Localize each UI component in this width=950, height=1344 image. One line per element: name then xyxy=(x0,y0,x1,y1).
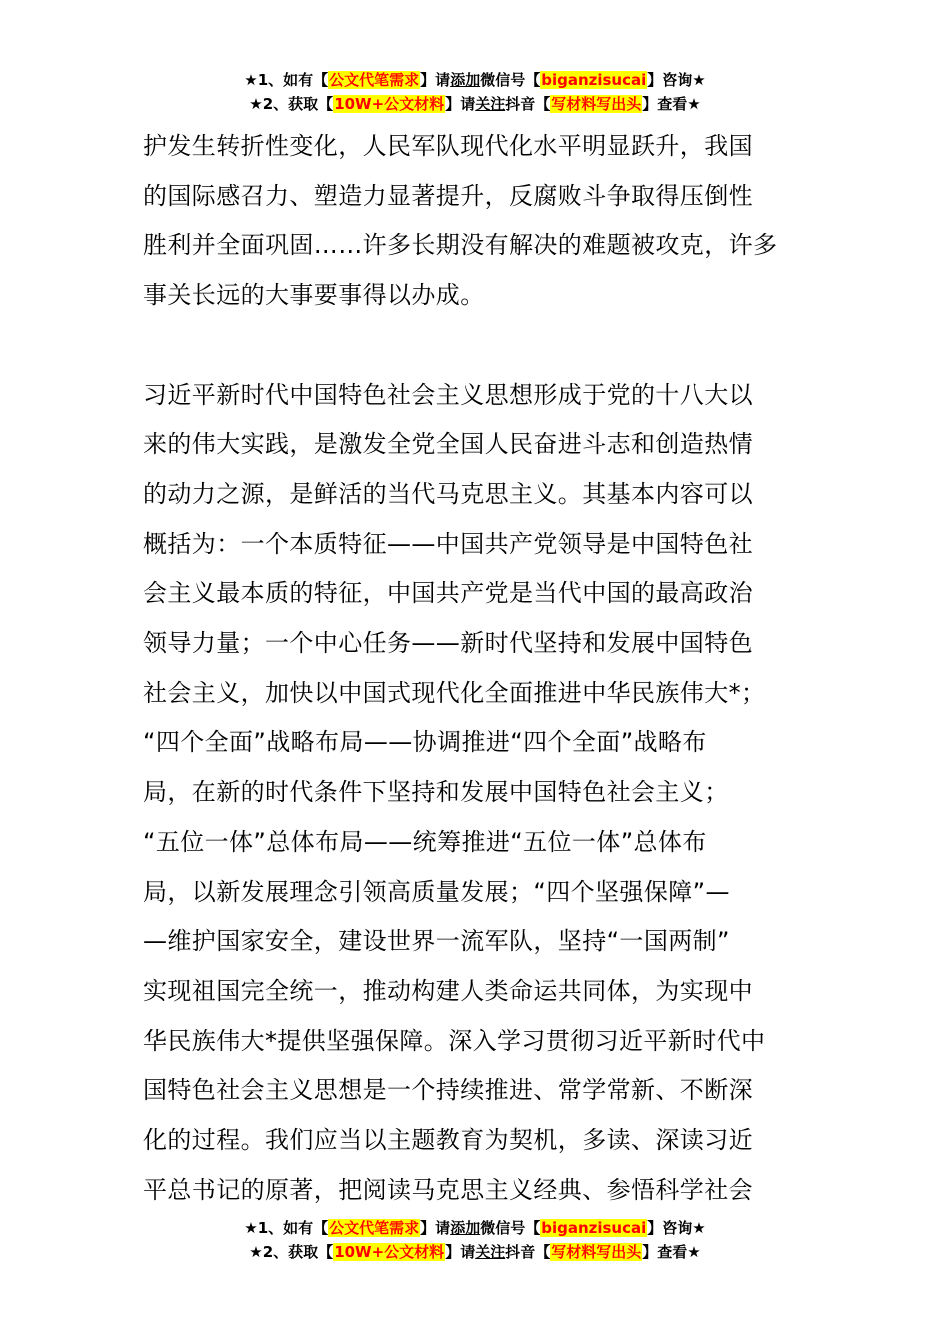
footer-line-2-mid: 】请 xyxy=(445,1243,476,1261)
header-line-2-mid2: 抖音【 xyxy=(505,95,551,113)
header-line-1 xyxy=(0,68,950,92)
text-line: 平总书记的原著，把阅读马克思主义经典、参悟科学社会 xyxy=(143,1175,753,1204)
footer-highlight-douyin: 写材料写出头 xyxy=(551,1243,642,1261)
header-highlight-douyin: 写材料写出头 xyxy=(551,95,642,113)
footer-line-2 xyxy=(0,1240,950,1264)
text-line: 的动力之源，是鲜活的当代马克思主义。其基本内容可以 xyxy=(143,479,753,508)
paragraph-gap xyxy=(143,321,807,371)
text-line: 局，在新的时代条件下坚持和发展中国特色社会主义； xyxy=(143,778,729,807)
footer-line-2-suffix: 】查看★ xyxy=(642,1243,701,1261)
header-highlight-wechat-id: biganzisucai xyxy=(541,71,647,89)
footer-highlight-wechat-id: biganzisucai xyxy=(541,1219,647,1237)
paragraph-2 xyxy=(143,371,807,1216)
text-line: 习近平新时代中国特色社会主义思想形成于党的十八大以 xyxy=(143,380,753,409)
text-line: 的国际感召力、塑造力显著提升，反腐败斗争取得压倒性 xyxy=(143,181,753,210)
footer-line-1-prefix: ★1、如有【 xyxy=(244,1219,329,1237)
text-line: 局，以新发展理念引领高质量发展；“四个坚强保障”— xyxy=(143,877,730,906)
footer-line-2-prefix: ★2、获取【 xyxy=(249,1243,334,1261)
header-underlined-add: 添加 xyxy=(450,71,481,89)
footer-line-1-mid: 】请 xyxy=(420,1219,451,1237)
footer-highlight-materials: 10W+公文材料 xyxy=(334,1243,445,1261)
text-line: 概括为：一个本质特征——中国共产党领导是中国特色社 xyxy=(143,529,753,558)
text-line: 护发生转折性变化，人民军队现代化水平明显跃升，我国 xyxy=(143,132,753,160)
text-line: 胜利并全面巩固……许多长期没有解决的难题被攻克，许多 xyxy=(143,231,778,260)
text-line: 事关长远的大事要事得以办成。 xyxy=(143,281,485,310)
footer-line-1-mid2: 微信号【 xyxy=(480,1219,541,1237)
document-body xyxy=(143,122,807,1215)
text-line: 华民族伟大*提供坚强保障。深入学习贯彻习近平新时代中 xyxy=(143,1026,766,1055)
text-line: —维护国家安全，建设世界一流军队，坚持“一国两制” xyxy=(143,927,730,956)
header-line-2-mid: 】请 xyxy=(445,95,476,113)
header-highlight-materials: 10W+公文材料 xyxy=(334,95,445,113)
footer-banner xyxy=(0,1216,950,1264)
header-banner xyxy=(0,68,950,116)
footer-line-1-suffix: 】咨询★ xyxy=(647,1219,706,1237)
header-line-1-mid: 】请 xyxy=(420,71,451,89)
text-line: 会主义最本质的特征，中国共产党是当代中国的最高政治 xyxy=(143,579,753,608)
text-line: “四个全面”战略布局——协调推进“四个全面”战略布 xyxy=(143,728,707,757)
header-line-1-suffix: 】咨询★ xyxy=(647,71,706,89)
text-line: 国特色社会主义思想是一个持续推进、常学常新、不断深 xyxy=(143,1076,753,1105)
text-line: 社会主义，加快以中国式现代化全面推进中华民族伟大*； xyxy=(143,678,766,707)
header-underlined-follow: 关注 xyxy=(475,95,506,113)
header-line-2 xyxy=(0,92,950,116)
header-line-1-prefix: ★1、如有【 xyxy=(244,71,329,89)
text-line: 来的伟大实践，是激发全党全国人民奋进斗志和创造热情 xyxy=(143,430,753,459)
header-highlight-service: 公文代笔需求 xyxy=(329,71,420,89)
text-line: 领导力量；一个中心任务——新时代坚持和发展中国特色 xyxy=(143,629,753,658)
footer-underlined-follow: 关注 xyxy=(475,1243,506,1261)
footer-highlight-service: 公文代笔需求 xyxy=(329,1219,420,1237)
footer-line-1 xyxy=(0,1216,950,1240)
header-line-2-prefix: ★2、获取【 xyxy=(249,95,334,113)
text-line: 实现祖国完全统一，推动构建人类命运共同体，为实现中 xyxy=(143,976,753,1005)
paragraph-1 xyxy=(143,122,807,321)
text-line: “五位一体”总体布局——统筹推进“五位一体”总体布 xyxy=(143,827,707,856)
text-line: 化的过程。我们应当以主题教育为契机，多读、深读习近 xyxy=(143,1126,753,1155)
header-line-2-suffix: 】查看★ xyxy=(642,95,701,113)
header-line-1-mid2: 微信号【 xyxy=(480,71,541,89)
footer-line-2-mid2: 抖音【 xyxy=(505,1243,551,1261)
footer-underlined-add: 添加 xyxy=(450,1219,481,1237)
